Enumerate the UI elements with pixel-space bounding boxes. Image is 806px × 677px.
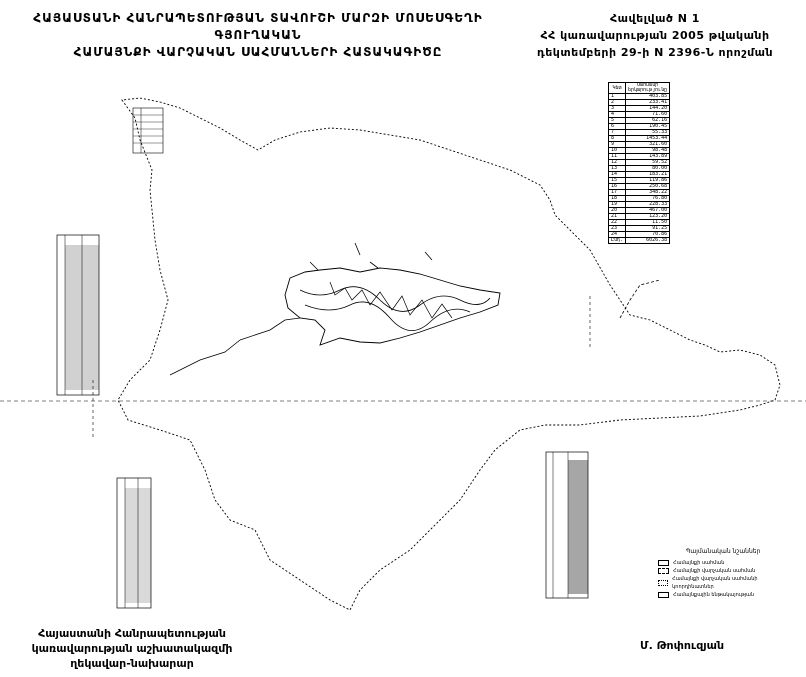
table-cell-point: 1 (609, 94, 626, 100)
table-cell-length: 59.52 (626, 160, 670, 166)
community-boundary (118, 98, 780, 610)
table-cell-point: 8 (609, 136, 626, 142)
table-cell-point: 21 (609, 214, 626, 220)
table-total-row (609, 238, 670, 244)
signature-left-line1: Հայաստանի Հանրապետության (38, 627, 226, 640)
table-cell-length: 76.80 (626, 196, 670, 202)
legend-swatch-icon (658, 592, 669, 598)
table-cell-length: 143.89 (626, 154, 670, 160)
legend-item-label: Համայնքային ենթակայության (673, 592, 755, 598)
legend-item (658, 567, 788, 575)
table-cell-point: 15 (609, 178, 626, 184)
table-cell-point: 13 (609, 166, 626, 172)
legend-swatch-icon (658, 568, 669, 574)
map-title-line2: ՀԱՄԱՅՆՔԻ ՎԱՐՉԱԿԱՆ ՍԱՀՄԱՆՆԵՐԻ ՀԱՏԱԿԱԳԻԾԸ (73, 45, 443, 59)
signature-block-left (22, 626, 242, 671)
table-cell-point: 5 (609, 118, 626, 124)
legend-title: Պայմանական նշաններ (685, 548, 761, 555)
table-cell-point: 23 (609, 226, 626, 232)
table-cell-length: 321.60 (626, 142, 670, 148)
table-cell-length: 144.20 (626, 106, 670, 112)
table-header-point: Կետ (609, 83, 626, 94)
table-cell-length: 1453.44 (626, 136, 670, 142)
table-cell-length: 123.20 (626, 214, 670, 220)
table-cell-point: 10 (609, 148, 626, 154)
table-cell-length: 467.00 (626, 208, 670, 214)
right-border-extension (620, 280, 660, 318)
table-cell-length: 190.45 (626, 124, 670, 130)
legend-item-label: Համայնքի սահման (673, 560, 725, 566)
lower-right-coordinate-table (546, 452, 588, 598)
table-cell-length: 91.25 (626, 226, 670, 232)
legend-swatch-icon (658, 580, 668, 586)
left-coordinate-table (57, 235, 99, 395)
table-cell-length: 250.68 (626, 184, 670, 190)
table-cell-point: 14 (609, 172, 626, 178)
west-stream (240, 318, 300, 340)
table-cell-length: 55.33 (626, 130, 670, 136)
table-cell-length: 98.48 (626, 148, 670, 154)
table-cell-point: 22 (609, 220, 626, 226)
table-cell-point: 19 (609, 202, 626, 208)
table-cell-point: 6 (609, 124, 626, 130)
map-title-line1: ՀԱՅԱՍՏԱՆԻ ՀԱՆՐԱՊԵՏՈՒԹՅԱՆ ՏԱՎՈՒՇԻ ՄԱՐԶԻ ՄՈՍԵՍԳԵՂԻ ԳՅՈՒՂԱԿԱՆ (33, 11, 483, 42)
signature-name: Մ. Թոփուզյան (640, 639, 725, 652)
boundary-length-table (608, 82, 670, 244)
legend-item (658, 591, 788, 599)
table-cell-length: 403.85 (626, 94, 670, 100)
table-cell-length: 11.50 (626, 220, 670, 226)
legend-item (658, 575, 788, 591)
table-cell-point: 7 (609, 130, 626, 136)
table-cell-point: 4 (609, 112, 626, 118)
table-header-length: Սահմանի երկարությունը (626, 83, 670, 94)
map-legend (658, 548, 788, 599)
legend-item (658, 559, 788, 567)
table-cell-point: 9 (609, 142, 626, 148)
annex-line3: դեկտեմբերի 29-ի N 2396-Ն որոշման (536, 46, 774, 59)
signature-left-line2: կառավարության աշխատակազմի (31, 642, 233, 655)
table-cell-point: 16 (609, 184, 626, 190)
table-cell-length: 62.16 (626, 118, 670, 124)
table-cell-point: 12 (609, 160, 626, 166)
table-cell-length: 119.86 (626, 178, 670, 184)
table-cell-point: 17 (609, 190, 626, 196)
table-cell-length: 228.33 (626, 202, 670, 208)
small-top-table (133, 108, 163, 153)
table-cell-length: 233.41 (626, 100, 670, 106)
legend-item-label: Համայնքի վարչական սահմանի կոորդինատներ (672, 576, 758, 590)
legend-item-label: Համայնքի վարչական սահման (673, 568, 756, 574)
table-total-label: Ընդ. (609, 238, 626, 244)
table-cell-point: 24 (609, 232, 626, 238)
west-stream-lower (170, 340, 240, 375)
central-settlement-area (285, 268, 500, 345)
signature-left-line3: ղեկավար-նախարար (70, 657, 194, 670)
upper-streams (310, 243, 432, 270)
table-cell-length: 70.86 (626, 232, 670, 238)
table-cell-point: 3 (609, 106, 626, 112)
table-total-value: 6026.38 (626, 238, 670, 244)
river-line-1 (300, 287, 490, 312)
annex-line1: Հավելված N 1 (610, 12, 700, 25)
table-cell-point: 18 (609, 196, 626, 202)
table-cell-length: 183.21 (626, 172, 670, 178)
table-cell-length: 71.60 (626, 112, 670, 118)
legend-swatch-icon (658, 560, 669, 566)
table-cell-point: 20 (609, 208, 626, 214)
table-cell-point: 11 (609, 154, 626, 160)
annex-line2: ՀՀ կառավարության 2005 թվականի (540, 29, 770, 42)
lower-left-coordinate-table (117, 478, 151, 608)
table-cell-point: 2 (609, 100, 626, 106)
table-cell-length: 348.22 (626, 190, 670, 196)
table-cell-length: 80.00 (626, 166, 670, 172)
